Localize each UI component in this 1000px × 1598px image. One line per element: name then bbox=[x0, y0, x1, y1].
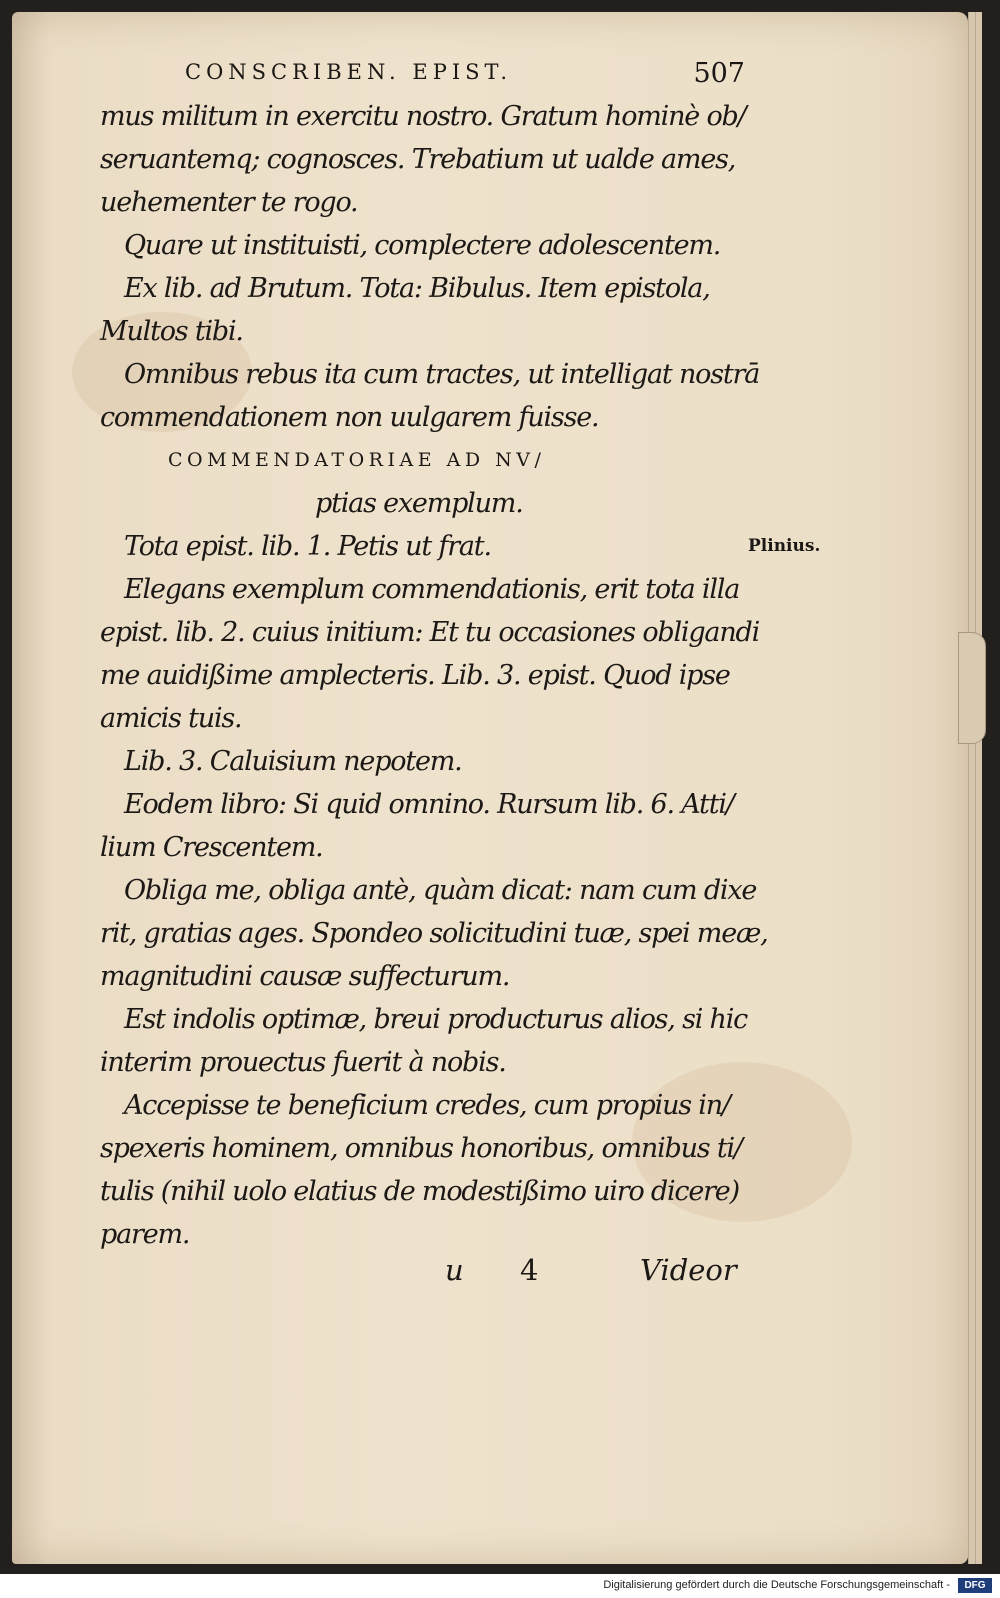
text-line: Omnibus rebus ita cum tractes, ut intelligat nostrā bbox=[124, 359, 760, 390]
page-edge bbox=[968, 12, 975, 1564]
page-footer bbox=[445, 1253, 745, 1293]
text-line: Obliga me, obliga antè, quàm dicat: nam cum dixe bbox=[124, 875, 757, 906]
dfg-logo: DFG bbox=[958, 1578, 992, 1593]
marginal-note: Plinius. bbox=[748, 536, 821, 556]
text-line: Lib. 3. Caluisium nepotem. bbox=[124, 746, 462, 777]
text-line: commendationem non uulgarem fuisse. bbox=[100, 402, 599, 433]
text-line: Tota epist. lib. 1. Petis ut frat. bbox=[124, 531, 491, 562]
signature-mark: u bbox=[445, 1253, 464, 1287]
catchword: Videor bbox=[640, 1253, 737, 1287]
text-line: tulis (nihil uolo elatius de modestißimo uiro dicere) bbox=[100, 1176, 739, 1207]
text-line: epist. lib. 2. cuius initium: Et tu occasiones obligandi bbox=[100, 617, 760, 648]
text-line: Accepisse te beneficium credes, cum propius in/ bbox=[124, 1090, 730, 1121]
body-text bbox=[100, 95, 768, 1256]
text-line: ptias exemplum. bbox=[315, 488, 523, 519]
credit-text: Digitalisierung gefördert durch die Deutsche Forschungsgemeinschaft - bbox=[603, 1579, 950, 1591]
text-line: mus militum in exercitu nostro. Gratum hominè ob/ bbox=[100, 101, 746, 132]
text-line: lium Crescentem. bbox=[100, 832, 323, 863]
signature-number: 4 bbox=[520, 1253, 539, 1287]
running-title: CONSCRIBEN. EPIST. bbox=[185, 60, 513, 84]
text-line: seruantemq; cognosces. Trebatium ut ualde ames, bbox=[100, 144, 736, 175]
text-line: rit, gratias ages. Spondeo solicitudini tuæ, spei meæ, bbox=[100, 918, 768, 949]
text-line: Quare ut instituisti, complectere adolescentem. bbox=[124, 230, 721, 261]
text-line: Est indolis optimæ, breui producturus alios, si hic bbox=[124, 1004, 748, 1035]
page-tab bbox=[958, 632, 986, 744]
text-line: interim prouectus fuerit à nobis. bbox=[100, 1047, 506, 1078]
page-edge bbox=[975, 12, 982, 1564]
text-line: uehementer te rogo. bbox=[100, 187, 358, 218]
section-heading: COMMENDATORIAE AD NV/ bbox=[168, 449, 546, 471]
text-line: Multos tibi. bbox=[100, 316, 243, 347]
text-line: spexeris hominem, omnibus honoribus, omnibus ti/ bbox=[100, 1133, 742, 1164]
text-line: Elegans exemplum commendationis, erit tota illa bbox=[124, 574, 740, 605]
text-line: Eodem libro: Si quid omnino. Rursum lib. 6. Atti/ bbox=[124, 789, 734, 820]
text-line: Ex lib. ad Brutum. Tota: Bibulus. Item epistola, bbox=[124, 273, 710, 304]
text-line: me auidißime amplecteris. Lib. 3. epist. Quod ipse bbox=[100, 660, 730, 691]
page-header bbox=[185, 58, 745, 92]
page-number: 507 bbox=[693, 58, 745, 89]
text-line: magnitudini causæ suffecturum. bbox=[100, 961, 510, 992]
text-line: amicis tuis. bbox=[100, 703, 242, 734]
credit-bar bbox=[0, 1574, 1000, 1598]
text-line: parem. bbox=[100, 1219, 190, 1250]
